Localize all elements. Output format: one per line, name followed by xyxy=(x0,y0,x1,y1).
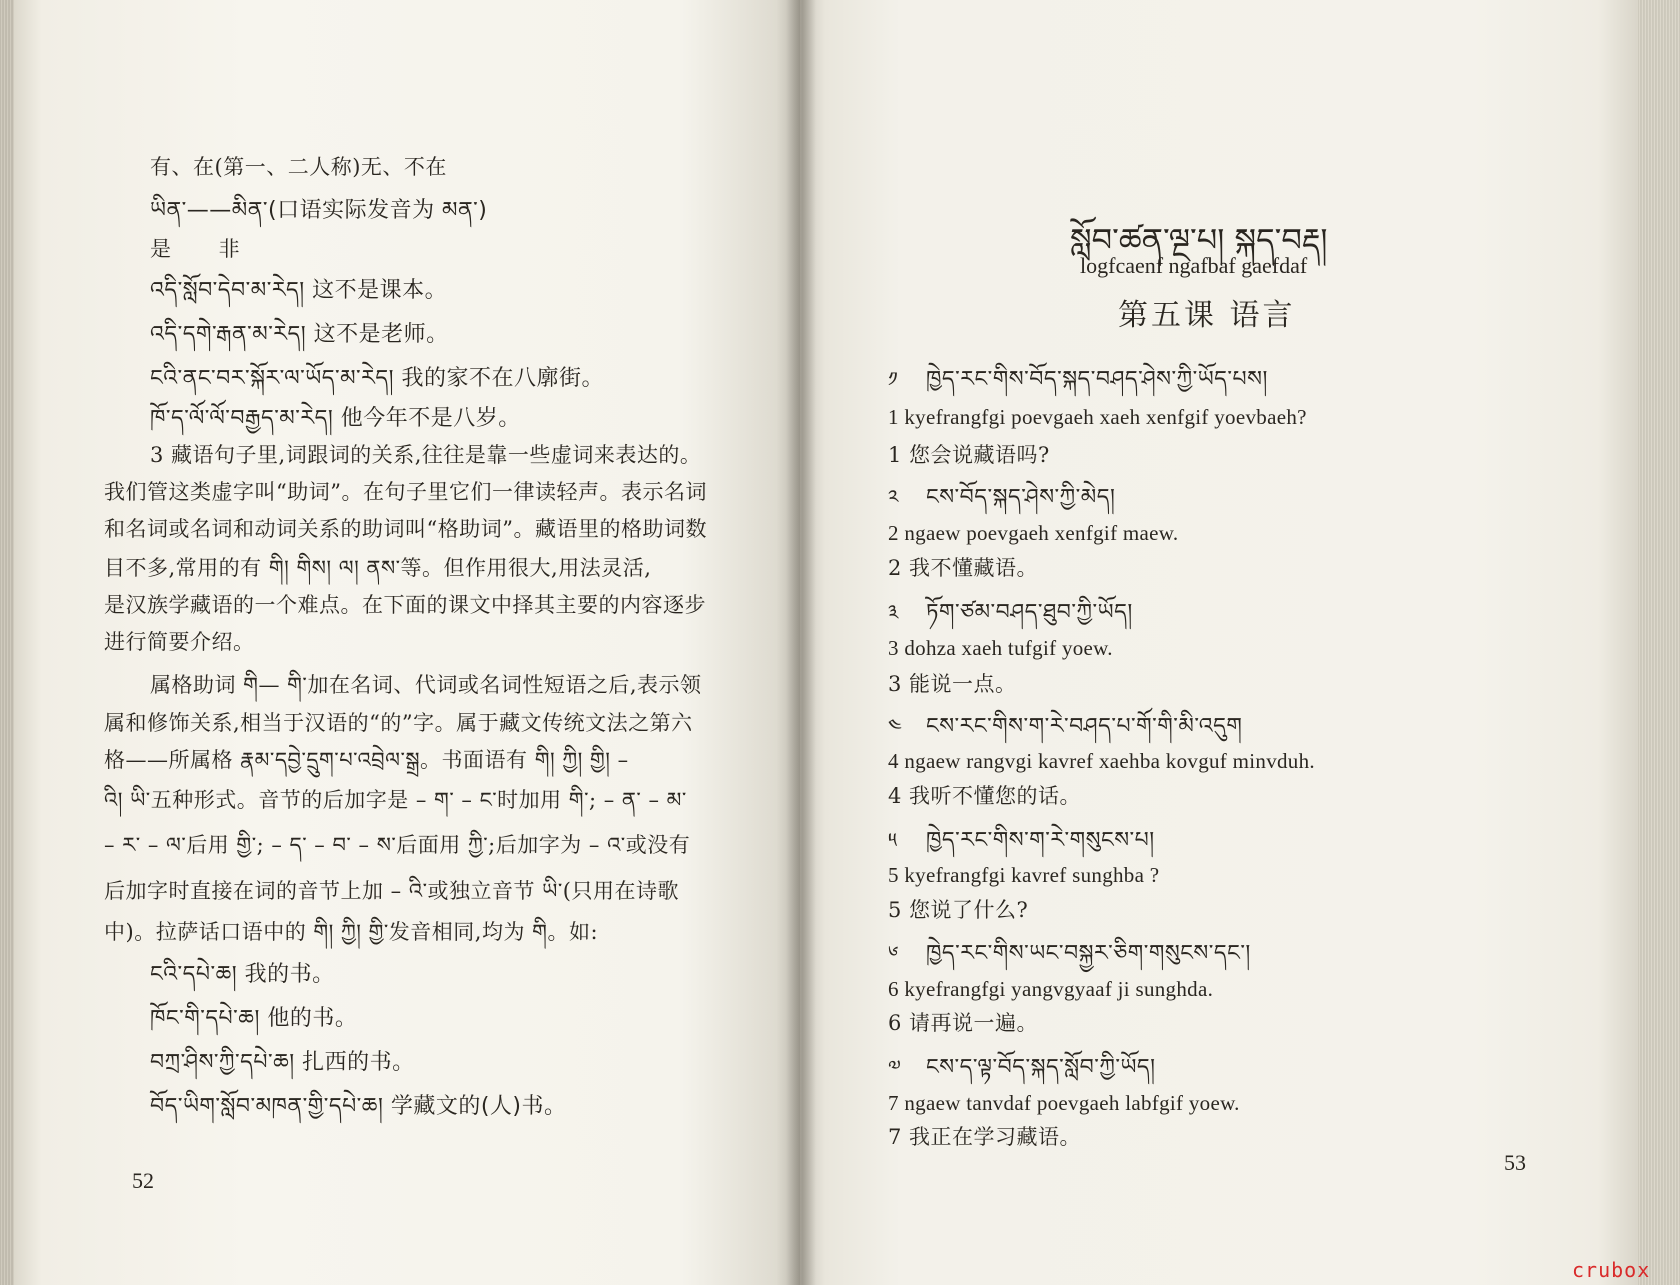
sentence-number: ༣ xyxy=(888,600,899,624)
sentence-chinese: 3 能说一点。 xyxy=(888,672,1017,696)
sentence-romanized: 6 kyefrangfgi yangvgyaaf ji sunghda. xyxy=(888,977,1214,1001)
left-line: ངའི་ནང་བར་སྐོར་ལ་ཡོད་མ་རེད། 我的家不在八廓街。 xyxy=(150,366,604,391)
sentence-number: ༧ xyxy=(888,1055,902,1079)
sentence-romanized: 3 dohza xaeh tufgif yoew. xyxy=(888,636,1113,660)
sentence-chinese: 2 我不懂藏语。 xyxy=(888,556,1039,580)
sentence-tibetan xyxy=(888,597,1133,628)
left-line: 我们管这类虚字叫“助词”。在句子里它们一律读轻声。表示名词 xyxy=(104,480,707,504)
sentence-chinese: 7 我正在学习藏语。 xyxy=(888,1125,1082,1149)
left-line: བཀྲ་ཤིས་ཀྱི་དཔེ་ཆ། 扎西的书。 xyxy=(150,1050,415,1075)
left-line: 属格助词 གི— གི་加在名词、代词或名词性短语之后,表示领 xyxy=(150,673,702,697)
sentence-number: ༡ xyxy=(888,367,899,391)
left-line: 目不多,常用的有 གི། གིས། ལ། ནས་等。但作用很大,用法灵活, xyxy=(104,556,652,580)
left-line: 进行简要介绍。 xyxy=(104,630,255,654)
sentence-tibetan xyxy=(888,482,1115,513)
sentence-chinese: 5 您说了什么? xyxy=(888,898,1029,922)
sentence-romanized: 2 ngaew poevgaeh xenfgif maew. xyxy=(888,521,1179,545)
sentence-text: ཁྱེད་རང་གིས་བོད་སྐད་བཤད་ཤེས་ཀྱི་ཡོད་པས། xyxy=(926,367,1268,392)
left-line: འདི་སློབ་དེབ་མ་རེད། 这不是课本。 xyxy=(150,278,448,303)
lesson-title-chinese: 第五课 语言 xyxy=(1118,298,1296,333)
sentence-chinese: 4 我听不懂您的话。 xyxy=(888,784,1082,808)
sentence-number: ༤ xyxy=(888,714,903,738)
left-line: ཡིན་——མིན་(口语实际发音为 མན་) xyxy=(150,198,488,223)
right-page-edge xyxy=(1638,0,1680,1285)
watermark-text: crubox xyxy=(1572,1258,1651,1282)
left-line: 和名词或名词和动词关系的助词叫“格助词”。藏语里的格助词数 xyxy=(104,517,707,541)
sentence-tibetan xyxy=(888,364,1268,395)
sentence-romanized: 5 kyefrangfgi kavref sunghba ? xyxy=(888,863,1160,887)
left-line: 是 非 xyxy=(150,237,241,261)
sentence-text: ཏོག་ཙམ་བཤད་ཐུབ་ཀྱི་ཡོད། xyxy=(926,600,1133,625)
left-line: ངའི་དཔེ་ཆ། 我的书。 xyxy=(150,962,335,987)
sentence-number: ༦ xyxy=(888,941,899,965)
sentence-chinese: 1 您会说藏语吗? xyxy=(888,443,1050,467)
sentence-text: ཁྱེད་རང་གིས་ཡང་བསྐྱར་ཅིག་གསུངས་དང་། xyxy=(926,941,1251,966)
left-line: 属和修饰关系,相当于汉语的“的”字。属于藏文传统文法之第六 xyxy=(104,711,693,735)
left-line: – ར་ – ལ་后用 གྱི་; – ད་ – བ་ – ས་后面用 ཀྱི་;后加字为 – འ་或没有 xyxy=(104,833,691,857)
left-line: འི། ཡི་五种形式。音节的后加字是 – ག་ – ང་时加用 གི་; – ན་ – མ་ xyxy=(104,788,687,812)
sentence-text: ངས་བོད་སྐད་ཤེས་ཀྱི་མེད། xyxy=(926,485,1116,510)
left-line: 有、在(第一、二人称)无、不在 xyxy=(150,155,447,179)
left-line: 是汉族学藏语的一个难点。在下面的课文中择其主要的内容逐步 xyxy=(104,593,706,617)
lesson-title-romanized: logfcaenf ngafbaf gaefdaf xyxy=(1080,253,1308,278)
sentence-text: ཁྱེད་རང་གིས་ག་རེ་གསུངས་པ། xyxy=(926,828,1155,853)
sentence-text: ངས་ད་ལྟ་བོད་སྐད་སློབ་ཀྱི་ཡོད། xyxy=(926,1055,1156,1080)
book-gutter xyxy=(786,0,816,1285)
left-line: ཁོ་ད་ལོ་ལོ་བརྒྱད་མ་རེད། 他今年不是八岁。 xyxy=(150,406,521,431)
left-page-edge xyxy=(0,0,14,1285)
sentence-number: ༥ xyxy=(888,828,898,852)
sentence-romanized: 1 kyefrangfgi poevgaeh xaeh xenfgif yoevbaeh? xyxy=(888,405,1307,429)
lesson-title-tibetan: སློབ་ཚན་ལྔ་པ། སྐད་བརྡ། xyxy=(1070,221,1328,259)
sentence-number: ༢ xyxy=(888,485,899,509)
sentence-tibetan xyxy=(888,825,1155,856)
sentence-tibetan xyxy=(888,1052,1156,1083)
left-line: 后加字时直接在词的音节上加 – འི་或独立音节 ཡི་(只用在诗歌 xyxy=(104,879,679,903)
left-line: བོད་ཡིག་སློབ་མཁན་གྱི་དཔེ་ཆ། 学藏文的(人)书。 xyxy=(150,1094,567,1119)
sentence-chinese: 6 请再说一遍。 xyxy=(888,1011,1039,1035)
page-number-left: 52 xyxy=(132,1168,154,1193)
sentence-tibetan xyxy=(888,938,1251,969)
left-line: ཁོང་གི་དཔེ་ཆ། 他的书。 xyxy=(150,1006,358,1031)
sentence-romanized: 4 ngaew rangvgi kavref xaehba kovguf minvduh. xyxy=(888,749,1315,773)
left-line: 中)。拉萨话口语中的 གི། ཀྱི། གྱི་发音相同,均为 གི。如: xyxy=(104,920,599,944)
left-line: 格——所属格 རྣམ་དབྱེ་དྲུག་པ་འབྲེལ་སྒྲ。书面语有 གི། ཀྱི། གྱི། – xyxy=(104,748,629,772)
sentence-text: ངས་རང་གིས་ག་རེ་བཤད་པ་གོ་གི་མི་འདུག xyxy=(926,714,1243,739)
sentence-romanized: 7 ngaew tanvdaf poevgaeh labfgif yoew. xyxy=(888,1091,1240,1115)
left-line: 3 藏语句子里,词跟词的关系,往往是靠一些虚词来表达的。 xyxy=(150,443,702,467)
sentence-tibetan xyxy=(888,711,1242,742)
left-line: འདི་དགེ་རྒན་མ་རེད། 这不是老师。 xyxy=(150,322,449,347)
page-number-right: 53 xyxy=(1504,1150,1526,1175)
